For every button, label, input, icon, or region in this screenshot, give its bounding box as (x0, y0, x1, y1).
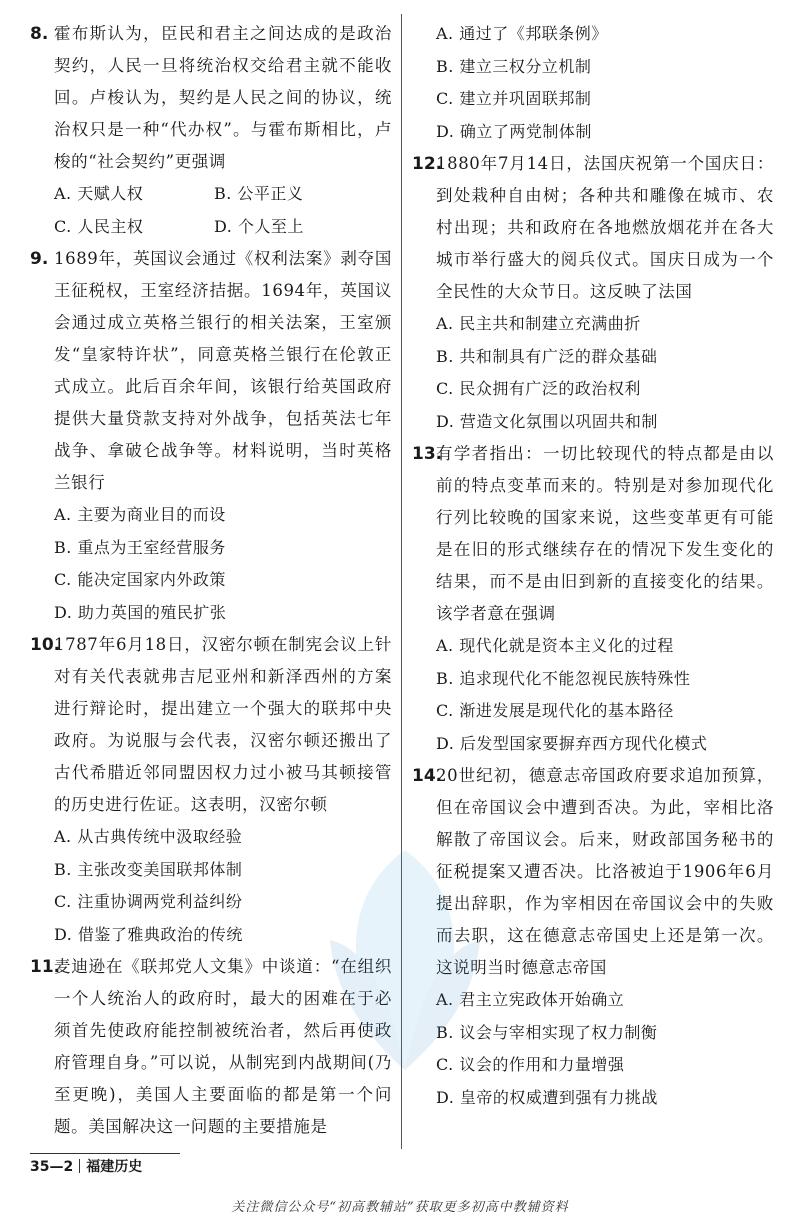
question-stem: 1787年6月18日，汉密尔顿在制宪会议上针对有关代表就弗吉尼亚州和新泽西州的方案进行辩论时，提出建立一个强大的联邦中央政府。为说服与会代表，汉密尔顿还搬出了古代希腊近邻同盟因权力过小被马其顿接管的历史进行佐证。这表明，汉密尔顿 (54, 635, 392, 814)
question-number: 14. (412, 766, 443, 786)
option-a: A. 君主立宪政体开始确立 (436, 990, 625, 1009)
promo-text: 关注微信公众号“初高教辅站”获取更多初高中教辅资料 (231, 1200, 569, 1215)
question-13 (412, 438, 774, 760)
question-stem: 有学者指出：一切比较现代的特点都是由以前的特点变革而来的。特别是对参加现代化行列比较晚的国家来说，这些变革更有可能是在旧的形式继续存在的情况下发生变化的结果，而不是由旧到新的直接变化的结果。该学者意在强调 (436, 444, 774, 623)
option-d: D. 后发型国家要摒弃西方现代化模式 (436, 733, 708, 753)
option-c: C. 建立并巩固联邦制 (436, 89, 592, 108)
question-stem: 1880年7月14日，法国庆祝第一个国庆日：到处栽种自由树；各种共和雕像在城市、农村出现；共和政府在各地燃放烟花并在各大城市举行盛大的阅兵仪式。国庆日成为一个全民性的大众节日。这反映了法国 (436, 154, 774, 301)
option-c: C. 人民主权 (54, 216, 144, 236)
option-c: C. 民众拥有广泛的政治权利 (436, 379, 641, 398)
question-9 (30, 243, 392, 629)
option-a: A. 主要为商业目的而设 (54, 505, 226, 524)
option-c: C. 渐进发展是现代化的基本路径 (436, 701, 674, 720)
question-8 (30, 18, 392, 243)
option-d: D. 借鉴了雅典政治的传统 (54, 924, 243, 944)
question-stem: 麦迪逊在《联邦党人文集》中谈道：“在组织一个人统治人的政府时，最大的困难在于必须首先使政府能控制被统治者，然后再使政府管理自身。”可以说，从制宪到内战期间(乃至更晚)，美国人主要面临的都是第一个问题。美国解决这一问题的主要措施是 (54, 957, 392, 1136)
option-d: D. 皇帝的权威遭到强有力挑战 (436, 1087, 658, 1107)
option-a: A. 现代化就是资本主义化的过程 (436, 636, 674, 655)
question-number: 8. (30, 24, 49, 44)
question-number: 11. (30, 957, 61, 977)
option-d: D. 确立了两党制体制 (436, 121, 592, 141)
option-b: B. 共和制具有广泛的群众基础 (436, 346, 658, 366)
question-stem: 霍布斯认为，臣民和君主之间达成的是政治契约，人民一旦将统治权交给君主就不能收回。卢梭认为，契约是人民之间的协议，统治权只是一种“代办权”。与霍布斯相比，卢梭的“社会契约”更强调 (54, 24, 392, 171)
question-12 (412, 148, 774, 438)
option-d: D. 个人至上 (214, 216, 304, 236)
option-b: B. 追求现代化不能忽视民族特殊性 (436, 668, 691, 688)
option-b: B. 重点为王室经营服务 (54, 537, 226, 557)
page-number: 35—2 (30, 1159, 74, 1175)
question-number: 13. (412, 444, 443, 464)
option-b: B. 建立三权分立机制 (436, 56, 592, 76)
option-a: A. 民主共和制建立充满曲折 (436, 314, 641, 333)
question-stem: 20世纪初，德意志帝国政府要求追加预算，但在帝国议会中遭到否决。为此，宰相比洛解散了帝国议会。后来，财政部国务秘书的征税提案又遭否决。比洛被迫于1906年6月提出辞职，作为宰相因在帝国议会中的失败而去职，这在德意志帝国史上还是第一次。这说明当时德意志帝国 (436, 766, 774, 977)
watermark-logo (290, 830, 520, 1090)
question-11-options (412, 18, 774, 148)
option-c: C. 能决定国家内外政策 (54, 570, 226, 589)
question-number: 9. (30, 249, 49, 269)
option-d: D. 营造文化氛围以巩固共和制 (436, 411, 658, 431)
option-a: A. 从古典传统中汲取经验 (54, 827, 243, 846)
question-number: 10. (30, 635, 61, 655)
option-c: C. 注重协调两党利益纠纷 (54, 892, 243, 911)
option-b: B. 议会与宰相实现了权力制衡 (436, 1022, 658, 1042)
question-number: 12. (412, 154, 443, 174)
page-label (30, 1156, 142, 1176)
question-stem: 1689年，英国议会通过《权利法案》剥夺国王征税权，王室经济拮据。1694年，英国议会通过成立英格兰银行的相关法案，王室颁发“皇家特许状”，同意英格兰银行在伦敦正式成立。此后百余年间，该银行给英国政府提供大量贷款支持对外战争，包括英法七年战争、拿破仑战争等。材料说明，当时英格兰银行 (54, 249, 392, 492)
option-b: B. 主张改变美国联邦体制 (54, 859, 243, 879)
option-a: A. 天赋人权 (54, 184, 144, 203)
footer-rule (30, 1153, 180, 1154)
subject-label: 福建历史 (86, 1159, 143, 1175)
option-d: D. 助力英国的殖民扩张 (54, 602, 227, 622)
option-a: A. 通过了《邦联条例》 (436, 24, 608, 43)
option-c: C. 议会的作用和力量增强 (436, 1055, 625, 1074)
separator (79, 1159, 80, 1173)
option-b: B. 公平正义 (214, 184, 304, 203)
